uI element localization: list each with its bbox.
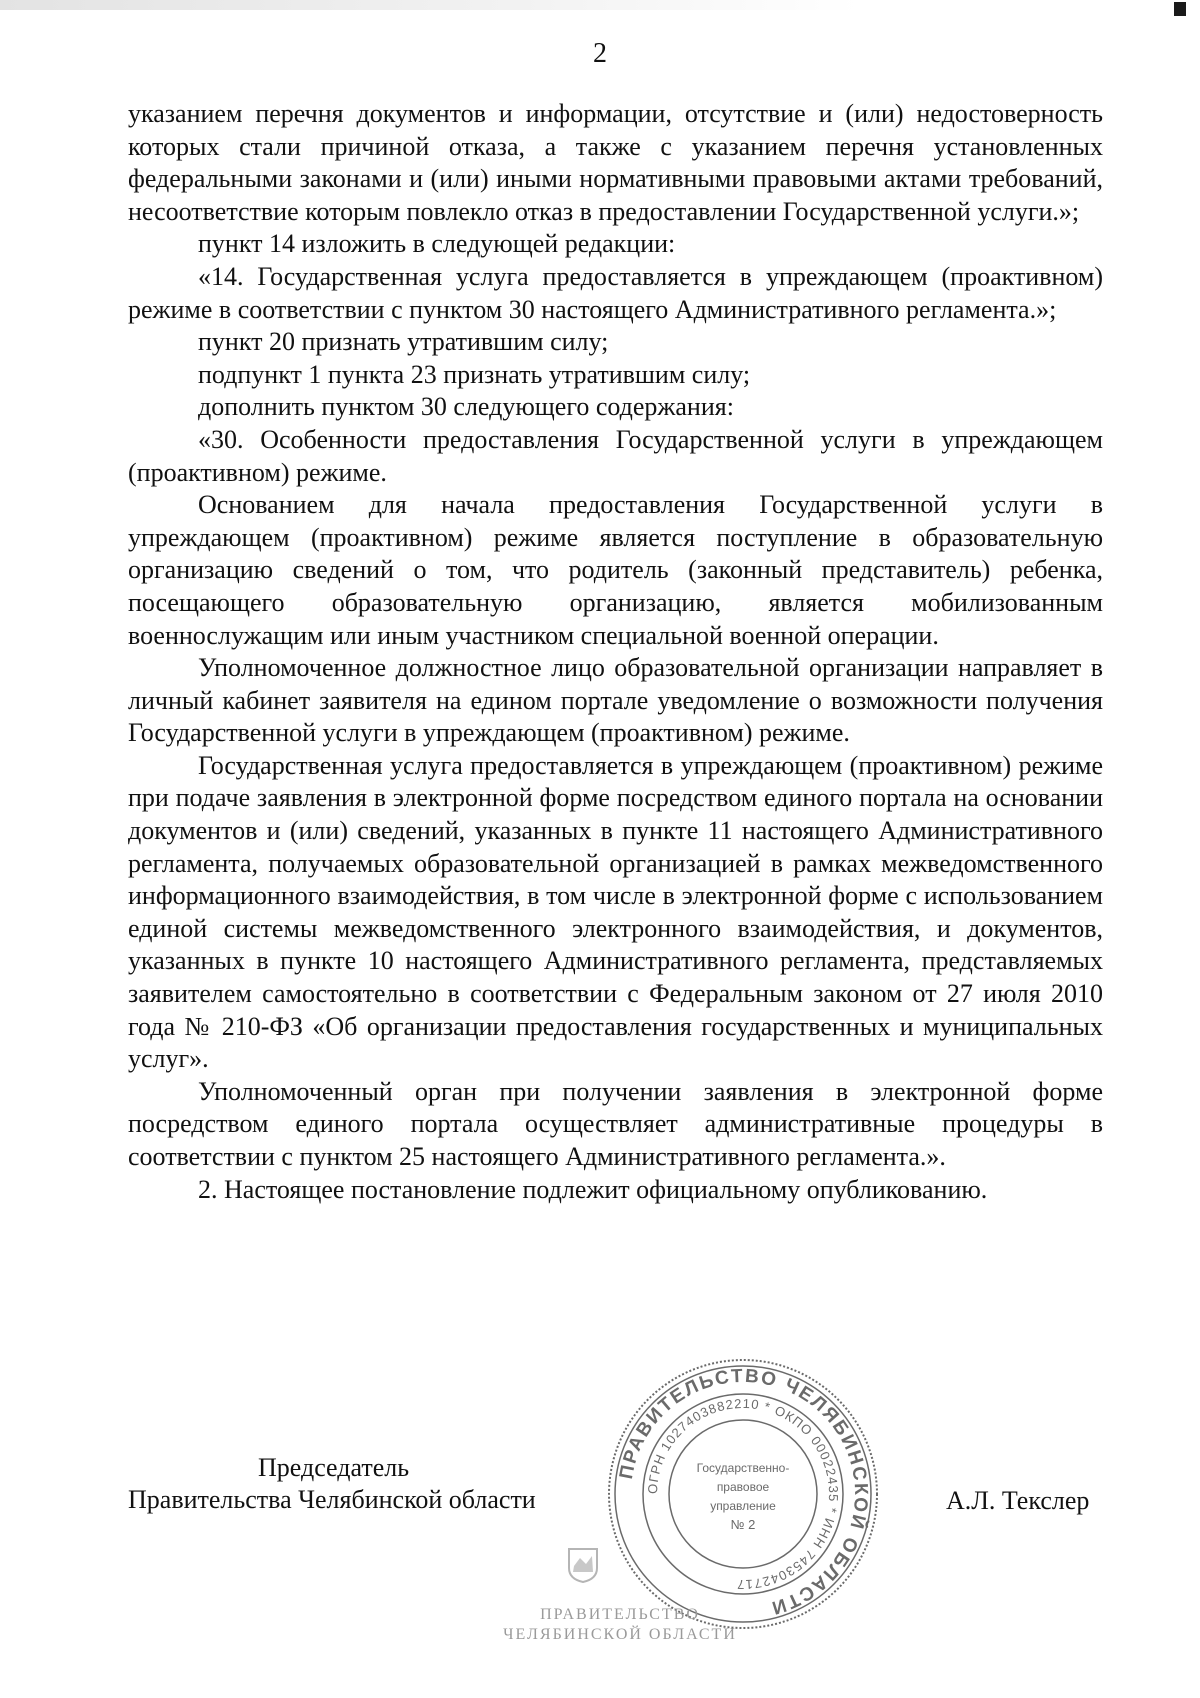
paragraph-item-14: «14. Государственная услуга предоставляется в упреждающем (проактивном) режиме в соответствии с пунктом 30 настоящего Административного регламента.»; (128, 261, 1103, 324)
corner-scan-mark (1174, 2, 1186, 16)
signature-title-line1: Председатель (258, 1453, 410, 1482)
organization-watermark (420, 1605, 820, 1645)
scan-edge-artifact (0, 0, 860, 10)
watermark-line1: ПРАВИТЕЛЬСТВО (540, 1606, 700, 1623)
signatory-name: А.Л. Текслер (946, 1486, 1090, 1515)
stamp-center-line3: управление (710, 1499, 776, 1513)
stamp-center-line1: Государственно- (696, 1461, 790, 1475)
paragraph-authorized-body: Уполномоченный орган при получении заявления в электронной форме посредством единого портала осуществляет административные процедуры в соответствии с пунктом 25 настоящего Административного регламента.». (128, 1076, 1103, 1171)
paragraph-item-23: подпункт 1 пункта 23 признать утратившим силу; (198, 359, 751, 389)
page-number: 2 (593, 38, 607, 69)
paragraph-item-30-intro: дополнить пунктом 30 следующего содержания: (198, 392, 734, 422)
paragraph-item-30-title: «30. Особенности предоставления Государственной услуги в упреждающем (проактивном) режиме. (128, 424, 1103, 487)
signature-title-line2: Правительства Челябинской области (128, 1485, 536, 1514)
coat-of-arms-icon (566, 1546, 600, 1584)
paragraph-basis: Основанием для начала предоставления Государственной услуги в упреждающем (проактивном) режиме является поступление в образовательную организацию сведений о том, что родитель (законный представитель) ребенка, посещающего образовательную организацию, является мобилизованным военнослужащим или иным участником специальной военной операции. (128, 490, 1103, 650)
stamp-center-line4: № 2 (730, 1517, 756, 1532)
watermark-line2: ЧЕЛЯБИНСКОЙ ОБЛАСТИ (503, 1626, 737, 1643)
body-text (128, 98, 1103, 1206)
paragraph-item-14-intro: пункт 14 изложить в следующей редакции: (198, 229, 676, 259)
stamp-middle-text: ОГРН 1027403882210 * ОКПО 00022435 * ИНН 7453042717 (644, 1395, 842, 1593)
paragraph-item-20: пункт 20 признать утратившим силу; (198, 327, 609, 357)
paragraph-notification: Уполномоченное должностное лицо образовательной организации направляет в личный кабинет заявителя на едином портале уведомление о возможности получения Государственной услуги в упреждающем (проактивном) режиме. (128, 653, 1103, 748)
signature-title (128, 1452, 588, 1516)
paragraph-publication: 2. Настоящее постановление подлежит официальному опубликованию. (198, 1174, 988, 1204)
stamp-center-line2: правовое (716, 1480, 770, 1494)
paragraph-continuation: указанием перечня документов и информации, отсутствие и (или) недостоверность которых стали причиной отказа, а также с указанием перечня установленных федеральными законами и (или) иными нормативными правовыми актами требований, несоответствие которым повлекло отказ в предоставлении Государственной услуги.»; (128, 99, 1103, 226)
official-stamp (603, 1354, 883, 1634)
stamp-outer-text: ПРАВИТЕЛЬСТВО ЧЕЛЯБИНСКОЙ ОБЛАСТИ (615, 1365, 872, 1619)
paragraph-service-provision: Государственная услуга предоставляется в упреждающем (проактивном) режиме при подаче заявления в электронной форме посредством единого портала на основании документов и (или) сведений, указанных в пункте 11 настоящего Административного регламента, получаемых образовательной организацией в рамках межведомственного информационного взаимодействия, в том числе в электронной форме с использованием единой системы межведомственного электронного взаимодействия, и документов, указанных в пункте 10 настоящего Административного регламента, представляемых заявителем самостоятельно в соответствии с Федеральным законом от 27 июля 2010 года № 210-ФЗ «Об организации предоставления государственных и муниципальных услуг». (128, 750, 1103, 1074)
